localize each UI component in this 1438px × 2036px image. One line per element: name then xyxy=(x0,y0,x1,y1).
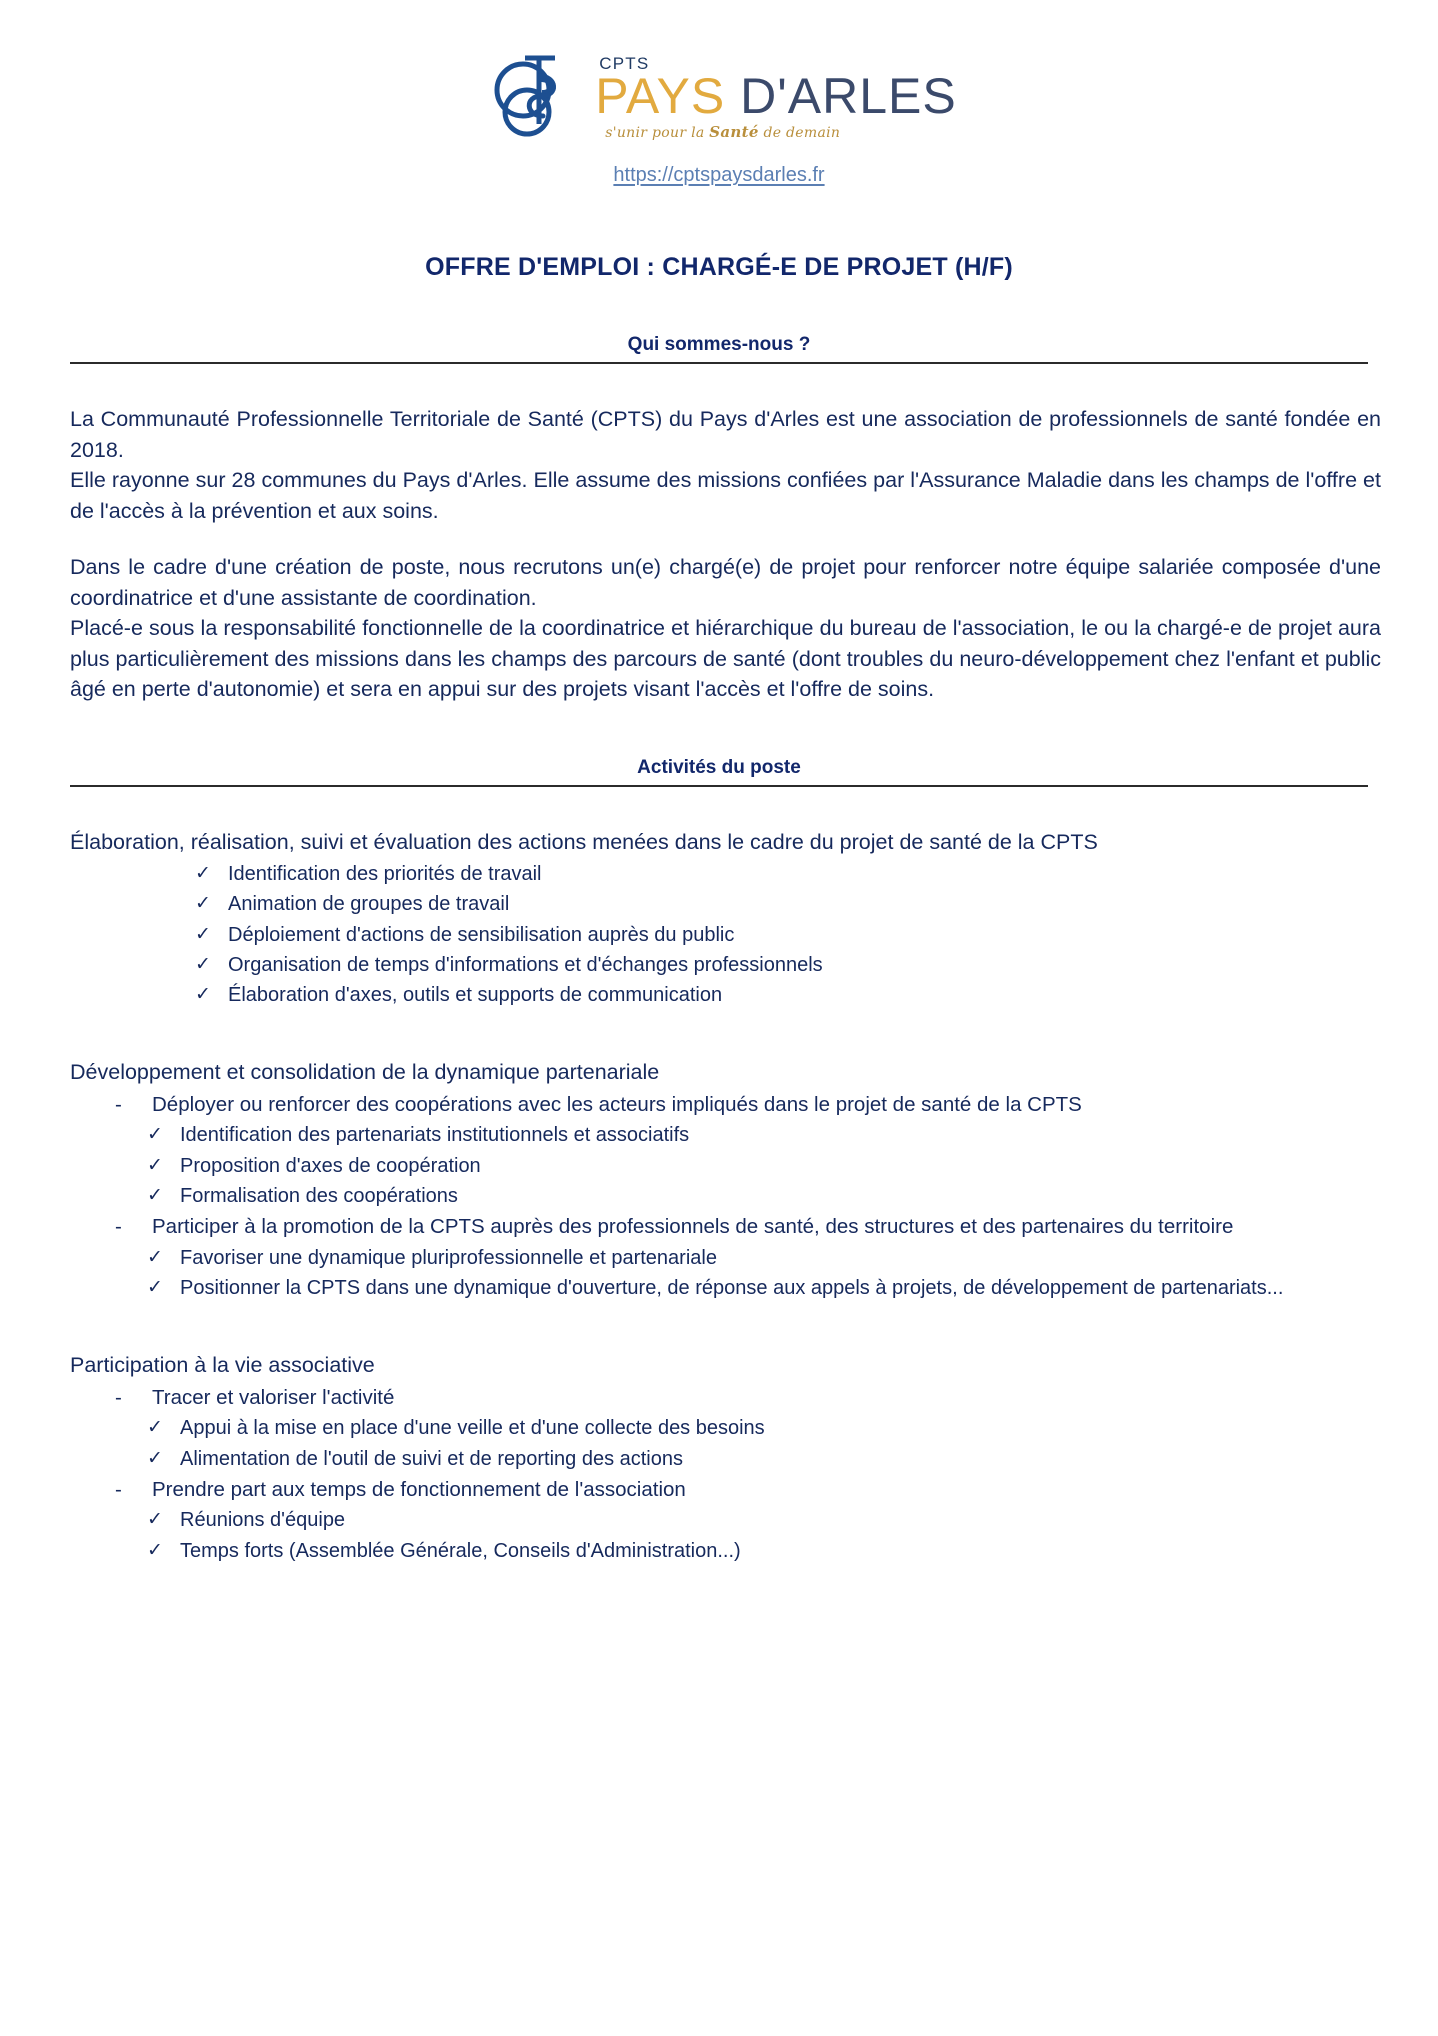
document-header xyxy=(0,0,1438,187)
logo-name-pays: PAYS xyxy=(595,67,726,124)
list-item xyxy=(147,1413,1381,1443)
activity-group-title: Développement et consolidation de la dynamique partenariale xyxy=(70,1059,660,1084)
logo-cpts-label: CPTS xyxy=(599,53,650,73)
paragraph-intro-2: Elle rayonne sur 28 communes du Pays d'Arles. Elle assume des missions confiées par l'Assurance Maladie dans les champs de l'offre et de l'accès à la prévention et aux soins. xyxy=(70,468,1381,523)
checklist-nested xyxy=(70,1505,1381,1566)
section-title-activites-du-poste: Activités du poste xyxy=(637,756,801,778)
list-item xyxy=(115,1474,1381,1505)
page-title: OFFRE D'EMPLOI : CHARGÉ-E DE PROJET (H/F) xyxy=(425,253,1013,281)
list-item-label: Réunions d'équipe xyxy=(180,1509,346,1532)
nested-list-holder xyxy=(70,1505,1381,1566)
list-item xyxy=(195,859,1381,889)
paragraph-poste-2: Placé-e sous la responsabilité fonctionnelle de la coordinatrice et hiérarchique du bureau de l'association, le ou la chargé-e de projet aura plus particulièrement des missions dans les champs des parcours de santé (dont troubles du neuro-développement chez l'enfant et public âgé en perte d'autonomie) et sera en appui sur des projets visant l'accès et l'offre de soins. xyxy=(70,616,1381,702)
section-body-qui-sommes-nous xyxy=(70,364,1381,705)
paragraph-intro-1: La Communauté Professionnelle Territoriale de Santé (CPTS) du Pays d'Arles est une association de professionnels de santé fondée en 2018. xyxy=(70,407,1381,462)
check-icon: ✓ xyxy=(147,1154,163,1176)
check-icon: ✓ xyxy=(147,1417,163,1439)
logo-wordmark xyxy=(595,55,957,142)
check-icon: ✓ xyxy=(147,1124,163,1146)
checklist-nested xyxy=(70,1413,1381,1474)
list-item-label: Formalisation des coopérations xyxy=(180,1185,458,1208)
nested-list-holder xyxy=(70,1413,1381,1474)
check-icon: ✓ xyxy=(147,1539,163,1561)
check-icon: ✓ xyxy=(147,1185,163,1207)
checklist-nested xyxy=(70,1243,1381,1304)
check-icon: ✓ xyxy=(147,1246,163,1268)
check-icon: ✓ xyxy=(195,862,211,884)
list-item xyxy=(115,1211,1381,1242)
list-item xyxy=(147,1181,1381,1211)
list-item xyxy=(195,980,1381,1010)
activity-group xyxy=(70,827,1381,1011)
list-item xyxy=(195,889,1381,919)
activity-group-title: Participation à la vie associative xyxy=(70,1352,375,1377)
list-item-label: Appui à la mise en place d'une veille et d'une collecte des besoins xyxy=(180,1417,765,1440)
list-item xyxy=(195,920,1381,950)
section-header-qui-sommes-nous xyxy=(70,282,1368,364)
dash-icon: - xyxy=(115,1478,122,1502)
tagline-pre: s'unir pour la xyxy=(605,125,710,142)
nested-list-holder xyxy=(70,1243,1381,1304)
logo-name-darles: D'ARLES xyxy=(740,67,957,124)
activity-group xyxy=(70,1350,1381,1567)
tagline-emphasis: Santé xyxy=(709,123,759,142)
activity-group-title: Élaboration, réalisation, suivi et évaluation des actions menées dans le cadre du projet de santé de la CPTS xyxy=(70,829,1098,854)
list-item-label: Identification des priorités de travail xyxy=(228,862,542,885)
list-item-label: Animation de groupes de travail xyxy=(228,893,510,916)
list-item xyxy=(195,950,1381,980)
list-item-label: Élaboration d'axes, outils et supports de communication xyxy=(228,984,723,1007)
nested-list-holder xyxy=(70,1120,1381,1211)
list-item xyxy=(147,1151,1381,1181)
list-item-label: Temps forts (Assemblée Générale, Conseils d'Administration...) xyxy=(180,1539,741,1562)
list-item-label: Favoriser une dynamique pluriprofessionnelle et partenariale xyxy=(180,1246,717,1269)
logo-tagline xyxy=(605,123,957,141)
list-item-label: Proposition d'axes de coopération xyxy=(180,1154,481,1177)
list-item xyxy=(115,1089,1381,1120)
check-icon: ✓ xyxy=(147,1509,163,1531)
dash-icon: - xyxy=(115,1385,122,1409)
list-item xyxy=(147,1444,1381,1474)
list-item xyxy=(147,1505,1381,1535)
tagline-post: de demain xyxy=(758,125,841,142)
dash-icon: - xyxy=(115,1092,122,1116)
list-item xyxy=(115,1382,1381,1413)
section-title-qui-sommes-nous: Qui sommes-nous ? xyxy=(627,334,811,355)
activity-group xyxy=(70,1057,1381,1304)
check-icon: ✓ xyxy=(195,953,211,975)
dash-list xyxy=(70,1089,1381,1304)
list-item-label: Positionner la CPTS dans une dynamique d'ouverture, de réponse aux appels à projets, de développement de partenariats... xyxy=(180,1277,1284,1300)
list-item-label: Participer à la promotion de la CPTS auprès des professionnels de santé, des structures et des partenaires du territoire xyxy=(152,1215,1234,1239)
list-item-label: Déployer ou renforcer des coopérations avec les acteurs impliqués dans le projet de santé de la CPTS xyxy=(152,1092,1082,1116)
list-item-label: Prendre part aux temps de fonctionnement de l'association xyxy=(152,1478,686,1502)
paragraph-poste-1: Dans le cadre d'une création de poste, nous recrutons un(e) chargé(e) de projet pour renforcer notre équipe salariée composée d'une coordinatrice et d'une assistante de coordination. xyxy=(70,555,1381,610)
list-item xyxy=(147,1536,1381,1566)
list-item xyxy=(147,1273,1381,1303)
list-item-label: Identification des partenariats institutionnels et associatifs xyxy=(180,1124,690,1147)
section-header-activites-du-poste xyxy=(70,705,1368,787)
dash-icon: - xyxy=(115,1215,122,1239)
logo-name xyxy=(595,67,957,124)
list-item-label: Tracer et valoriser l'activité xyxy=(152,1385,395,1409)
list-item-label: Alimentation de l'outil de suivi et de reporting des actions xyxy=(180,1447,683,1470)
section-body-activites-du-poste xyxy=(70,787,1381,1567)
list-item-label: Déploiement d'actions de sensibilisation auprès du public xyxy=(228,923,735,946)
list-item-label: Organisation de temps d'informations et d'échanges professionnels xyxy=(228,953,823,976)
cpts-logo xyxy=(481,46,957,146)
check-icon: ✓ xyxy=(195,923,211,945)
cpts-monogram-icon xyxy=(481,46,593,146)
activity-groups-list xyxy=(70,827,1381,1567)
check-icon: ✓ xyxy=(147,1277,163,1299)
dash-list xyxy=(70,1382,1381,1567)
check-icon: ✓ xyxy=(195,984,211,1006)
check-icon: ✓ xyxy=(195,893,211,915)
checklist-nested xyxy=(70,1120,1381,1211)
check-icon: ✓ xyxy=(147,1447,163,1469)
list-item xyxy=(147,1120,1381,1150)
list-item xyxy=(147,1243,1381,1273)
checklist xyxy=(70,859,1381,1011)
website-url-link[interactable]: https://cptspaysdarles.fr xyxy=(613,164,825,186)
